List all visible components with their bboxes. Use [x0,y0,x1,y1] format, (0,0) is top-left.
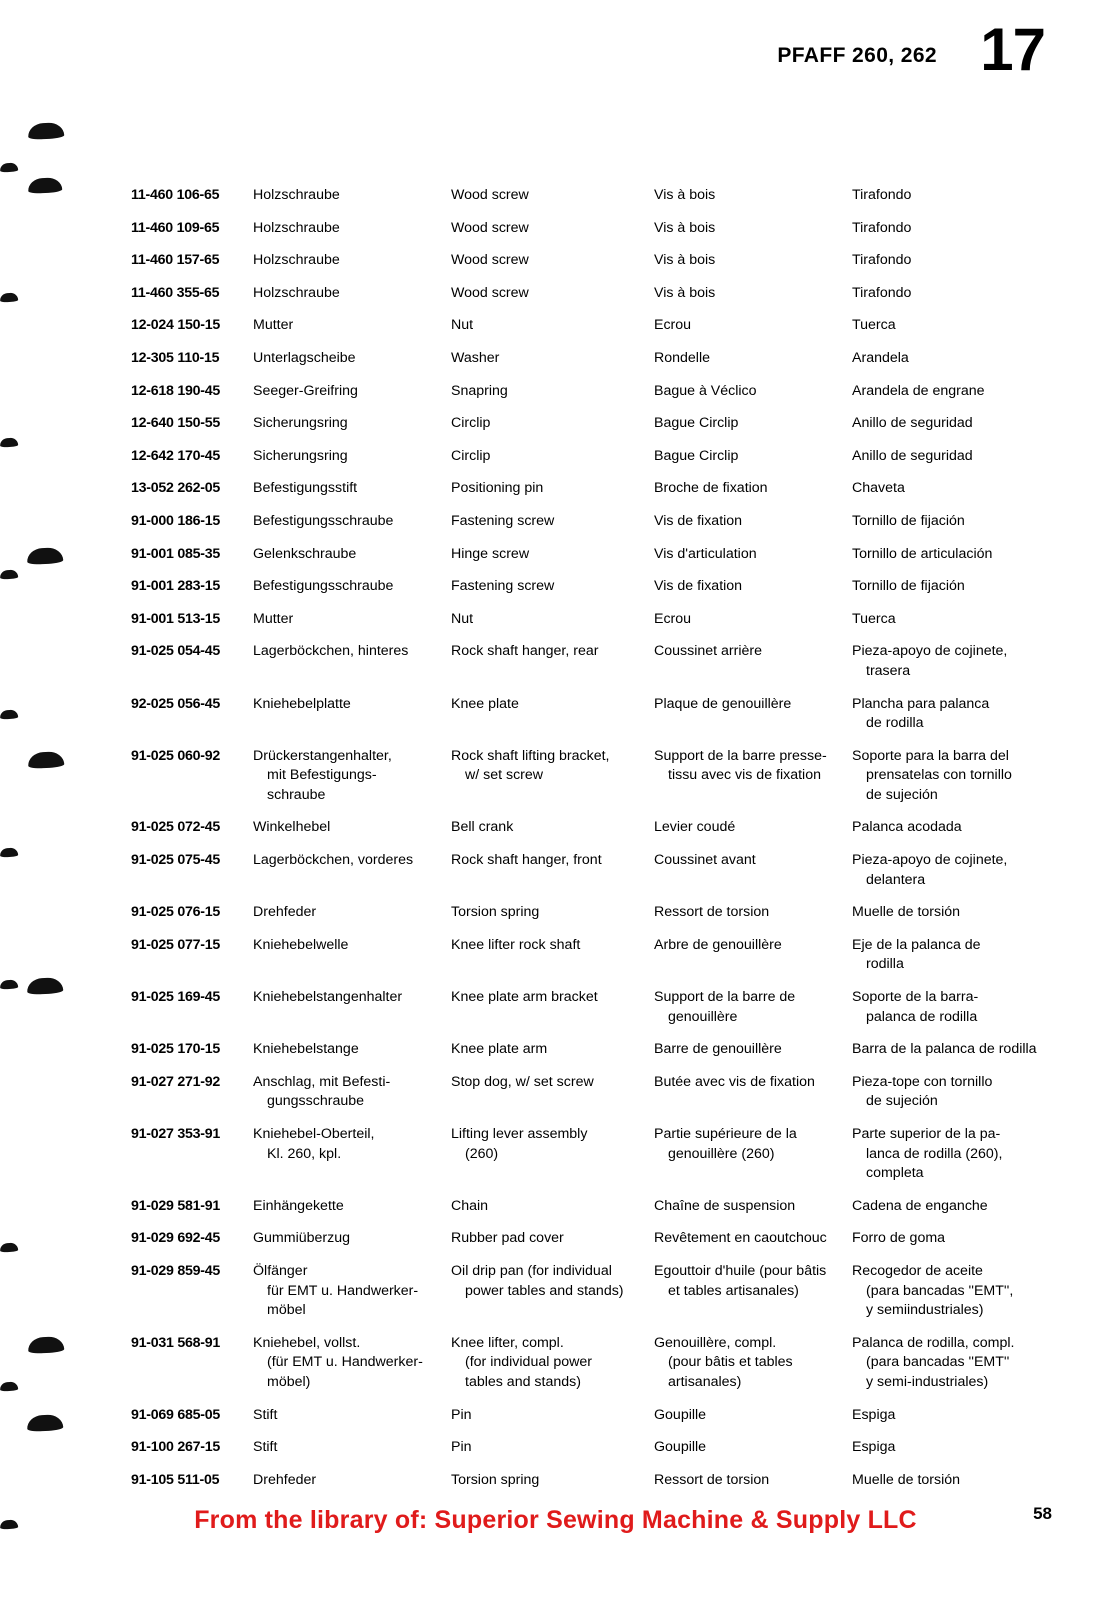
table-row [131,988,1071,1027]
description-es: Tirafondo [852,219,912,236]
table-row [131,936,1071,975]
part-number: 11-460 157-65 [131,252,220,269]
part-number: 11-460 355-65 [131,284,220,301]
description-fr: Coussinet avant [654,852,756,869]
description-de: Kniehebelplatte [253,695,351,712]
part-number: 91-029 859-45 [131,1262,221,1279]
description-de: Befestigungsstift [253,480,358,497]
description-fr: Arbre de genouillère [654,936,782,953]
binding-mark [0,1243,18,1253]
part-number: 91-001 283-15 [131,578,221,595]
part-number: 91-027 271-92 [131,1073,221,1090]
part-number: 91-000 186-15 [131,512,221,529]
part-number: 91-100 267-15 [131,1439,221,1456]
description-de: Holzschraube [253,219,340,236]
part-number: 91-025 072-45 [131,819,221,836]
description-es: Tirafondo [852,284,912,301]
description-en: Wood screw [451,187,529,203]
part-number: 91-025 054-45 [131,643,221,660]
description-en: Circlip [451,415,491,432]
description-de: Sicherungsring [253,447,348,464]
description-fr: Vis de fixation [654,578,743,595]
description-de: Kniehebelstange [253,1041,359,1058]
description-en: Knee plate arm [451,1041,548,1058]
part-number: 13-052 262-05 [131,480,221,497]
binding-mark [0,980,18,990]
description-en: Positioning pin [451,480,544,497]
description-en: Torsion spring [451,1471,540,1488]
description-es: Tuerca [852,317,896,334]
binding-mark [27,977,64,995]
scan-edge-artifacts [0,0,90,1600]
description-es: Muelle de torsión [852,1471,961,1488]
description-de: Lagerböckchen, hinteres [253,643,409,660]
binding-mark [28,122,65,140]
binding-mark [0,438,18,448]
part-number: 91-001 513-15 [131,610,221,627]
table-row [131,695,1071,734]
description-fr: Plaque de genouillère [654,695,792,712]
description-en: Rubber pad cover [451,1230,564,1247]
binding-mark [27,1414,64,1432]
description-es: Espiga [852,1439,896,1456]
table-row [131,1040,1071,1060]
description-fr: Partie supérieure de la genouillère (260) [654,1126,797,1162]
description-en: Rock shaft hanger, rear [451,643,599,660]
description-en: Knee plate [451,695,519,712]
description-en: Bell crank [451,819,514,836]
description-es: Anillo de seguridad [852,415,973,432]
description-de: Kniehebelwelle [253,936,349,953]
description-en: Oil drip pan (for individual power tables and stands) [451,1262,624,1299]
description-en: Stop dog, w/ set screw [451,1073,594,1090]
part-number: 91-025 170-15 [131,1041,221,1058]
description-de: Gummiüberzug [253,1230,350,1247]
table-row [131,903,1071,923]
part-number: 91-025 076-15 [131,904,221,921]
description-fr: Levier coudé [654,819,736,836]
part-number: 11-460 109-65 [131,219,220,236]
table-row [131,512,1071,532]
table-row [131,1073,1071,1112]
binding-mark [0,293,18,303]
description-de: Holzschraube [253,252,340,269]
description-es: Arandela [852,349,909,366]
description-en: Chain [451,1197,489,1214]
description-fr: Rondelle [654,349,711,366]
description-fr: Vis à bois [654,284,716,301]
description-fr: Vis à bois [654,219,716,236]
description-fr: Ressort de torsion [654,904,770,921]
table-row [131,447,1071,467]
description-es: Soporte para la barra del prensatelas con tornillo de sujeción [852,747,1012,803]
description-fr: Ecrou [654,317,692,334]
description-fr: Chaîne de suspension [654,1197,796,1214]
description-fr: Genouillère, compl. (pour bâtis et tables artisanales) [654,1334,793,1390]
table-row [131,1406,1071,1426]
description-en: Rock shaft lifting bracket, w/ set screw [451,747,610,784]
description-en: Pin [451,1439,472,1456]
description-en: Circlip [451,447,491,464]
description-fr: Barre de genouillère [654,1041,782,1058]
table-row [131,851,1071,890]
table-row [131,479,1071,499]
table-row [131,1334,1071,1393]
description-de: Befestigungsschraube [253,578,394,595]
description-de: Mutter [253,317,294,334]
description-en: Fastening screw [451,578,555,595]
description-es: Anillo de seguridad [852,447,973,464]
description-es: Recogedor de aceite (para bancadas ''EMT'', y semiindustriales) [852,1262,1014,1319]
description-es: Cadena de enganche [852,1197,988,1214]
description-de: Drückerstangenhalter, mit Befestigungs- schraube [253,747,392,803]
table-row [131,747,1071,806]
description-es: Tirafondo [852,252,912,269]
part-number: 91-027 353-91 [131,1126,221,1142]
description-fr: Butée avec vis de fixation [654,1073,815,1090]
description-fr: Ressort de torsion [654,1471,770,1488]
part-number: 11-460 106-65 [131,187,220,203]
description-es: Espiga [852,1406,896,1423]
description-fr: Support de la barre presse- tissu avec vis de fixation [654,747,827,784]
description-de: Sicherungsring [253,415,348,432]
table-row [131,642,1071,681]
page-header [0,16,1111,98]
page-number: 58 [1033,1504,1052,1523]
description-fr: Revêtement en caoutchouc [654,1230,827,1247]
part-number: 12-640 150-55 [131,415,221,432]
table-row [131,1125,1071,1184]
description-fr: Goupille [654,1406,707,1423]
description-en: Lifting lever assembly (260) [451,1126,588,1162]
part-number: 91-025 077-15 [131,936,221,953]
table-row [131,186,1071,206]
description-en: Knee lifter rock shaft [451,936,581,953]
table-row [131,577,1071,597]
description-fr: Ecrou [654,610,692,627]
description-de: Anschlag, mit Befesti- gungsschraube [253,1073,391,1110]
description-en: Torsion spring [451,904,540,921]
description-de: Drehfeder [253,1471,317,1488]
description-de: Kniehebelstangenhalter [253,989,403,1006]
description-de: Kniehebel-Oberteil, Kl. 260, kpl. [253,1126,375,1162]
part-number: 91-025 060-92 [131,747,221,764]
description-de: Ölfänger für EMT u. Handwerker- möbel [253,1262,419,1319]
description-fr: Vis à bois [654,187,716,203]
table-row [131,219,1071,239]
description-de: Einhängekette [253,1197,344,1214]
description-es: Parte superior de la pa- lanca de rodilla (260), completa [852,1126,1003,1182]
description-en: Snapring [451,382,508,399]
description-es: Palanca acodada [852,819,962,836]
binding-mark [0,163,18,173]
part-number: 12-642 170-45 [131,447,221,464]
chapter-number: 17 [980,16,1045,83]
description-en: Wood screw [451,284,529,301]
description-fr: Vis de fixation [654,512,743,529]
table-row [131,1471,1071,1491]
table-row [131,349,1071,369]
description-en: Wood screw [451,252,529,269]
part-number: 91-029 692-45 [131,1230,221,1247]
part-number: 91-025 075-45 [131,852,221,869]
description-de: Kniehebel, vollst. (für EMT u. Handwerker- möbel) [253,1334,423,1390]
part-number: 91-029 581-91 [131,1197,221,1214]
description-de: Befestigungsschraube [253,512,394,529]
description-de: Unterlagscheibe [253,349,356,366]
library-credit: From the library of: Superior Sewing Machine & Supply LLC [194,1506,917,1534]
description-fr: Bague Circlip [654,447,739,464]
description-fr: Egouttoir d'huile (pour bâtis et tables artisanales) [654,1262,827,1299]
description-de: Winkelhebel [253,819,331,836]
description-es: Chaveta [852,480,905,497]
description-es: Barra de la palanca de rodilla [852,1041,1037,1058]
table-row [131,610,1071,630]
parts-list-table [131,186,1071,1503]
description-es: Tornillo de fijación [852,578,965,595]
description-es: Tornillo de fijación [852,512,965,529]
description-en: Knee plate arm bracket [451,989,598,1006]
table-row [131,1262,1071,1321]
part-number: 12-618 190-45 [131,382,221,399]
description-de: Gelenkschraube [253,545,357,562]
part-number: 12-024 150-15 [131,317,221,334]
description-es: Pieza-apoyo de cojinete, trasera [852,643,1008,679]
description-en: Nut [451,317,474,334]
description-fr: Bague à Véclico [654,382,757,399]
description-de: Seeger-Greifring [253,382,358,399]
description-fr: Vis à bois [654,252,716,269]
binding-mark [0,570,18,580]
description-fr: Goupille [654,1439,707,1456]
description-es: Plancha para palanca de rodilla [852,695,990,732]
description-es: Soporte de la barra- palanca de rodilla [852,989,979,1025]
table-row [131,545,1071,565]
description-de: Mutter [253,610,294,627]
description-en: Pin [451,1406,472,1423]
machine-model-title: PFAFF 260, 262 [777,44,937,67]
table-row [131,818,1071,838]
table-row [131,316,1071,336]
binding-mark [0,848,18,858]
table-row [131,1438,1071,1458]
table-row [131,1197,1071,1217]
description-en: Washer [451,349,500,366]
binding-mark [28,177,63,194]
description-es: Pieza-tope con tornillo de sujeción [852,1073,993,1110]
binding-mark [0,710,18,720]
description-es: Pieza-apoyo de cojinete, delantera [852,852,1008,888]
binding-mark [0,1382,18,1392]
description-en: Nut [451,610,474,627]
binding-mark [28,751,65,769]
table-row [131,284,1071,304]
description-en: Hinge screw [451,545,530,562]
part-number: 91-069 685-05 [131,1406,221,1423]
binding-mark [27,547,64,565]
description-fr: Vis d'articulation [654,545,757,562]
description-en: Knee lifter, compl. (for individual power tables and stands) [451,1334,592,1390]
description-de: Lagerböckchen, vorderes [253,852,414,869]
part-number: 91-001 085-35 [131,545,221,562]
table-row [131,382,1071,402]
part-number: 91-105 511-05 [131,1471,220,1488]
description-es: Eje de la palanca de rodilla [852,936,981,973]
description-es: Tirafondo [852,187,912,203]
part-number: 92-025 056-45 [131,695,221,712]
description-es: Muelle de torsión [852,904,961,921]
table-row [131,251,1071,271]
description-es: Tornillo de articulación [852,545,993,562]
description-de: Stift [253,1406,278,1423]
description-de: Holzschraube [253,284,340,301]
table-row [131,1229,1071,1249]
description-en: Rock shaft hanger, front [451,852,602,869]
description-es: Forro de goma [852,1230,946,1247]
part-number: 91-031 568-91 [131,1334,221,1351]
description-es: Tuerca [852,610,896,627]
description-en: Fastening screw [451,512,555,529]
description-fr: Broche de fixation [654,480,768,497]
description-fr: Support de la barre de genouillère [654,989,796,1025]
description-es: Arandela de engrane [852,382,985,399]
description-en: Wood screw [451,219,529,236]
description-de: Stift [253,1439,278,1456]
description-de: Holzschraube [253,187,340,203]
description-fr: Coussinet arrière [654,643,763,660]
part-number: 12-305 110-15 [131,349,220,366]
part-number: 91-025 169-45 [131,989,221,1006]
description-fr: Bague Circlip [654,415,739,432]
description-es: Palanca de rodilla, compl. (para bancadas ''EMT'' y semi-industriales) [852,1334,1015,1390]
binding-mark [28,1336,65,1354]
description-de: Drehfeder [253,904,317,921]
table-row [131,414,1071,434]
